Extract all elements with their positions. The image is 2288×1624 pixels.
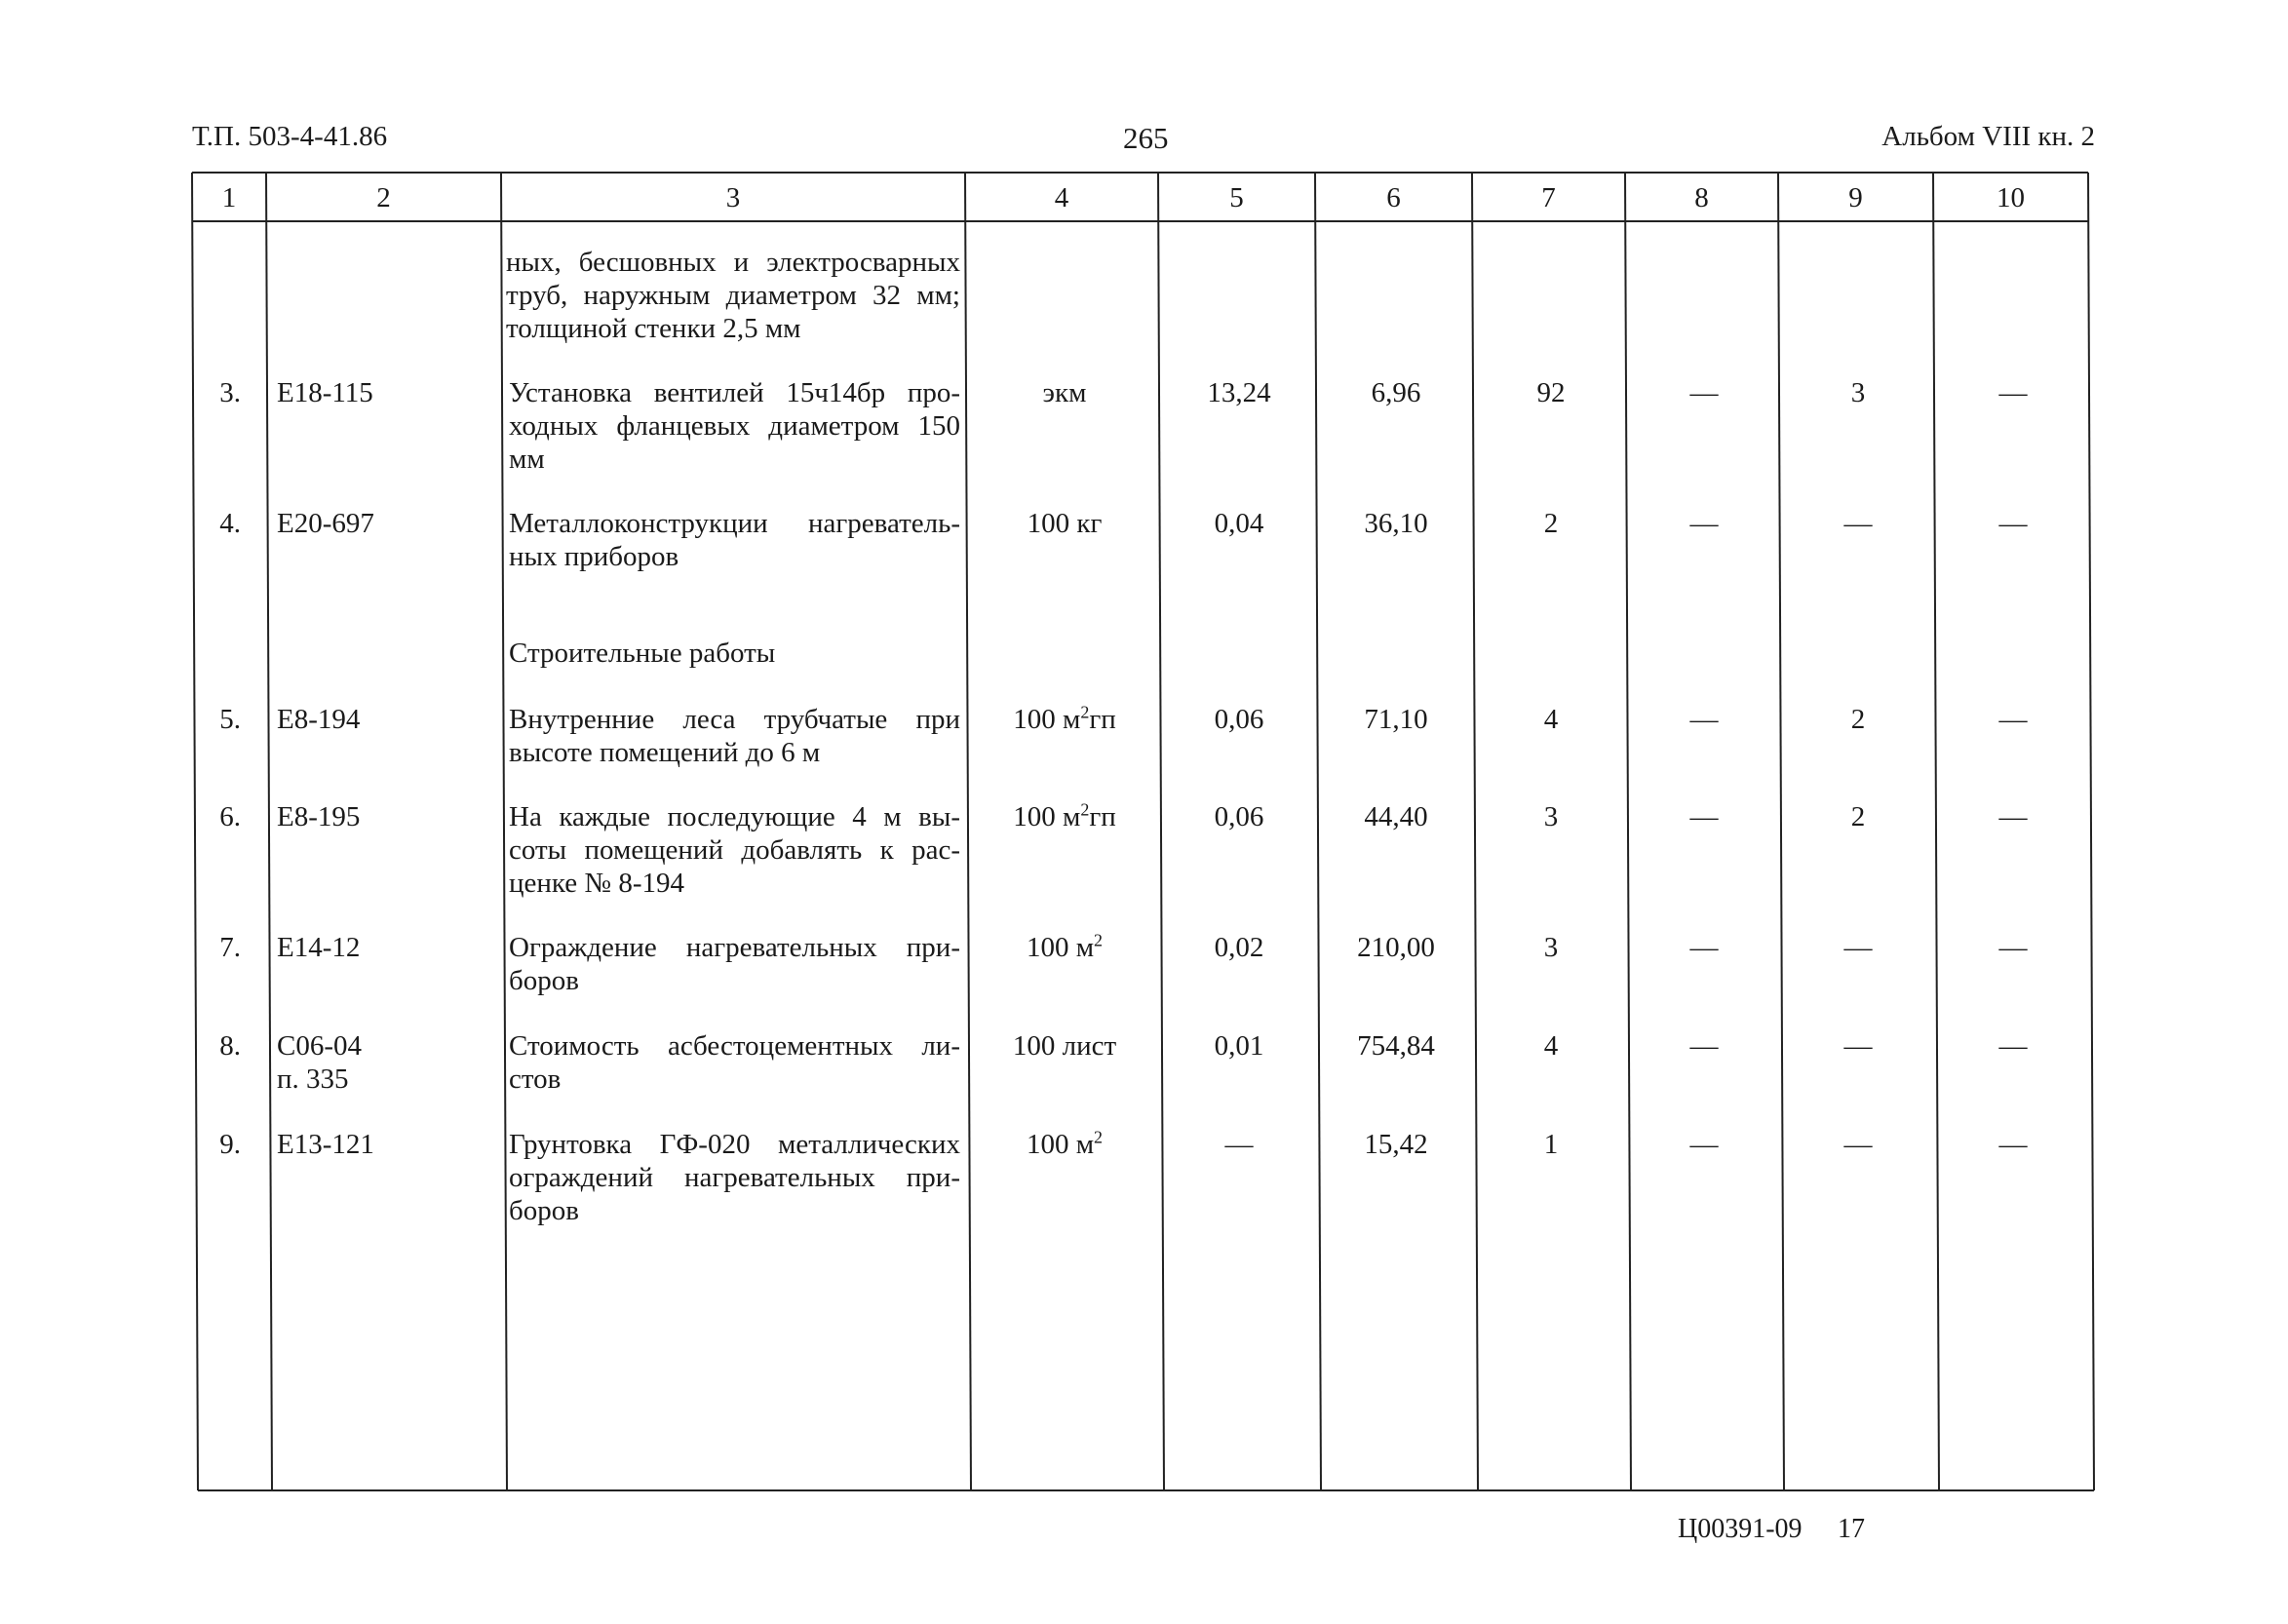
row-unit: 100 лист bbox=[1012, 1030, 1117, 1062]
row-col9: — bbox=[1843, 1129, 1873, 1160]
row-col10: — bbox=[1998, 377, 2028, 408]
row-col8: — bbox=[1689, 704, 1719, 735]
row-description: На каждые последующие 4 м вы- соты помещений добавлять к рас- ценке № 8-194 bbox=[509, 801, 960, 899]
col-header-1: 1 bbox=[221, 182, 237, 213]
row-col8: — bbox=[1689, 508, 1719, 539]
row-col9: — bbox=[1843, 932, 1873, 963]
row-description: Установка вентилей 15ч14бр про- ходных фланцевых диаметром 150 мм bbox=[509, 377, 960, 475]
footer-page: 17 bbox=[1838, 1514, 1865, 1544]
row-code: Е8-194 bbox=[277, 704, 361, 735]
col-header-6: 6 bbox=[1386, 182, 1401, 213]
row-number: 4. bbox=[219, 508, 241, 539]
row-number: 6. bbox=[219, 801, 241, 832]
row-col7: 1 bbox=[1543, 1129, 1559, 1160]
row-code: Е18-115 bbox=[277, 377, 373, 408]
row-col8: — bbox=[1689, 932, 1719, 963]
row-col8: — bbox=[1689, 801, 1719, 832]
row-col6: 36,10 bbox=[1364, 508, 1428, 539]
row-description: Внутренние леса трубчатые при высоте помещений до 6 м bbox=[509, 704, 960, 768]
row-col5: — bbox=[1224, 1129, 1254, 1160]
footer-code: Ц00391-09 bbox=[1678, 1514, 1803, 1544]
row-number: 5. bbox=[219, 704, 241, 735]
row-number: 3. bbox=[219, 377, 241, 408]
row-col10: — bbox=[1998, 932, 2028, 963]
row-col9: — bbox=[1843, 508, 1873, 539]
col-header-7: 7 bbox=[1541, 182, 1556, 213]
row-col9: 2 bbox=[1850, 801, 1866, 832]
row-col5: 0,04 bbox=[1214, 508, 1264, 539]
row-col9: 2 bbox=[1850, 704, 1866, 735]
row-unit: 100 $м^2$ bbox=[1026, 930, 1104, 963]
row-description: Грунтовка ГФ-020 металлических ограждений нагревательных при- боров bbox=[509, 1129, 960, 1226]
row-col10: — bbox=[1998, 704, 2028, 735]
row-col10: — bbox=[1998, 508, 2028, 539]
col-header-8: 8 bbox=[1694, 182, 1709, 213]
row-col10: — bbox=[1998, 801, 2028, 832]
row-unit: 100 $м^2гп$ bbox=[1013, 799, 1116, 832]
row-col7: 3 bbox=[1543, 932, 1559, 963]
row-col6: 44,40 bbox=[1364, 801, 1428, 832]
row-description: Металлоконструкции нагреватель- ных приборов bbox=[509, 508, 960, 572]
row-col7: 3 bbox=[1543, 801, 1559, 832]
row-col7: 4 bbox=[1543, 1030, 1559, 1062]
row-col5: 0,06 bbox=[1214, 704, 1264, 735]
row-col7: 4 bbox=[1543, 704, 1559, 735]
col-header-10: 10 bbox=[1997, 182, 2025, 213]
row-col9: — bbox=[1843, 1030, 1873, 1062]
row-col6: 6,96 bbox=[1371, 377, 1421, 408]
row-col7: 2 bbox=[1543, 508, 1559, 539]
row-col8: — bbox=[1689, 1030, 1719, 1062]
row-col6: 210,00 bbox=[1357, 932, 1435, 963]
row-description: Ограждение нагревательных при- боров bbox=[509, 932, 960, 996]
continuation-text: ных, бесшовных и электросварных труб, наружным диаметром 32 мм; толщиной стенки 2,5 мм bbox=[506, 247, 960, 344]
row-col5: 13,24 bbox=[1207, 377, 1271, 408]
row-code: Е20-697 bbox=[277, 508, 374, 539]
col-header-9: 9 bbox=[1848, 182, 1863, 213]
row-code: С06-04 п. 335 bbox=[277, 1030, 362, 1095]
col-header-2: 2 bbox=[376, 182, 391, 213]
row-number: 7. bbox=[219, 932, 241, 963]
row-unit: 100 $м^2гп$ bbox=[1013, 702, 1116, 735]
estimate-table bbox=[192, 173, 2088, 1490]
row-col8: — bbox=[1689, 377, 1719, 408]
page-number: 265 bbox=[1123, 121, 1169, 155]
row-col6: 754,84 bbox=[1357, 1030, 1435, 1062]
row-col7: 92 bbox=[1536, 377, 1566, 408]
col-header-5: 5 bbox=[1229, 182, 1244, 213]
row-description: Стоимость асбестоцементных ли- стов bbox=[509, 1030, 960, 1095]
row-unit: экм bbox=[1042, 377, 1087, 408]
row-code: Е13-121 bbox=[277, 1129, 374, 1160]
row-col6: 71,10 bbox=[1364, 704, 1428, 735]
row-col5: 0,02 bbox=[1214, 932, 1264, 963]
row-col5: 0,06 bbox=[1214, 801, 1264, 832]
row-col6: 15,42 bbox=[1364, 1129, 1428, 1160]
row-col9: 3 bbox=[1850, 377, 1866, 408]
row-unit: 100 кг bbox=[1027, 508, 1103, 539]
row-col10: — bbox=[1998, 1129, 2028, 1160]
album-label: Альбом VIII кн. 2 bbox=[1881, 121, 2095, 152]
row-number: 9. bbox=[219, 1129, 241, 1160]
col-header-3: 3 bbox=[725, 182, 741, 213]
row-code: Е14-12 bbox=[277, 932, 361, 963]
row-col5: 0,01 bbox=[1214, 1030, 1264, 1062]
row-code: Е8-195 bbox=[277, 801, 361, 832]
row-col10: — bbox=[1998, 1030, 2028, 1062]
section-title: Строительные работы bbox=[509, 638, 776, 669]
row-number: 8. bbox=[219, 1030, 241, 1062]
doc-code: Т.П. 503-4-41.86 bbox=[192, 121, 388, 152]
row-col8: — bbox=[1689, 1129, 1719, 1160]
col-header-4: 4 bbox=[1054, 182, 1069, 213]
row-unit: 100 $м^2$ bbox=[1026, 1127, 1104, 1160]
